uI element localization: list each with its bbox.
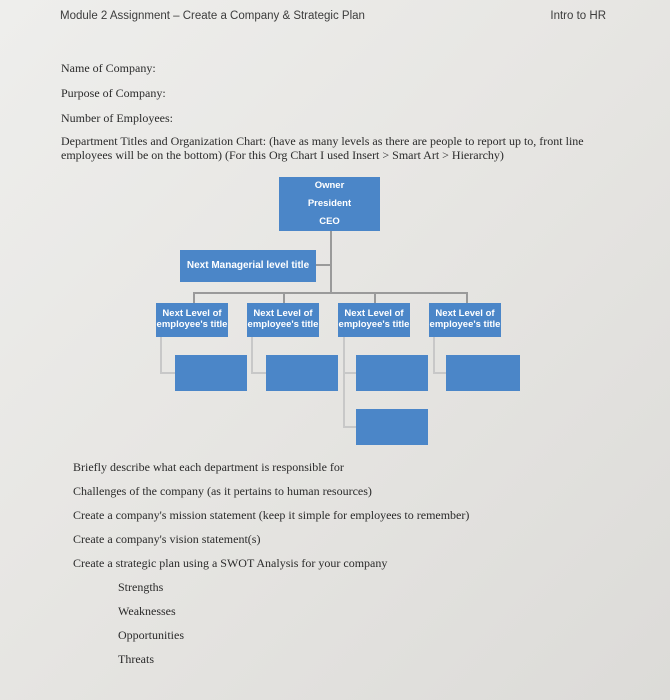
org-box-empty-1 — [175, 355, 247, 391]
org-box-empty-5 — [356, 409, 428, 445]
org-box-empty-4 — [446, 355, 520, 391]
level-1-line1: Next Level of — [162, 308, 222, 319]
connector-l-1 — [160, 337, 162, 374]
connector-managerial — [316, 264, 330, 266]
level-4-line1: Next Level of — [435, 308, 495, 319]
connector-horizontal — [193, 292, 468, 294]
connector-l-4h — [433, 372, 446, 374]
company-name-field: Name of Company: — [61, 61, 156, 75]
swot-weaknesses: Weaknesses — [118, 604, 176, 618]
swot-strengths: Strengths — [118, 580, 164, 594]
connector-l-3h2 — [343, 426, 356, 428]
level-2-line1: Next Level of — [253, 308, 313, 319]
org-box-managerial: Next Managerial level title — [180, 250, 316, 282]
org-box-empty-3 — [356, 355, 428, 391]
connector-l-3 — [343, 337, 345, 428]
level-3-line1: Next Level of — [344, 308, 404, 319]
course-label: Intro to HR — [550, 10, 606, 22]
task-challenges: Challenges of the company (as it pertains to human resources) — [73, 484, 372, 498]
connector-l-3h — [343, 372, 356, 374]
level-3-line2: employee's title — [338, 319, 410, 330]
swot-opportunities: Opportunities — [118, 628, 184, 642]
task-swot: Create a strategic plan using a SWOT Analysis for your company — [73, 556, 388, 570]
org-box-level-1 — [156, 303, 228, 337]
org-chart-instructions: Department Titles and Organization Chart: (have as many levels as there are people to report up to, front line employees will be on the bottom) (For this Org Chart I used Insert > Smart Art > Hierarchy) — [61, 134, 584, 162]
org-box-level-3 — [338, 303, 410, 337]
connector-top-vertical — [330, 231, 332, 294]
level-2-line2: employee's title — [247, 319, 319, 330]
company-purpose-field: Purpose of Company: — [61, 86, 166, 100]
org-box-owner — [279, 177, 380, 231]
document-title: Module 2 Assignment – Create a Company & Strategic Plan — [60, 10, 365, 22]
task-departments: Briefly describe what each department is responsible for — [73, 460, 344, 474]
owner-label: Owner — [314, 180, 345, 191]
connector-l-2 — [251, 337, 253, 374]
task-vision: Create a company's vision statement(s) — [73, 532, 261, 546]
connector-l-1h — [160, 372, 175, 374]
president-label: President — [307, 198, 352, 209]
org-box-level-2 — [247, 303, 319, 337]
connector-l-4 — [433, 337, 435, 374]
org-box-empty-2 — [266, 355, 338, 391]
level-1-line2: employee's title — [156, 319, 228, 330]
connector-l-2h — [251, 372, 266, 374]
ceo-label: CEO — [319, 216, 340, 227]
org-box-level-4 — [429, 303, 501, 337]
level-4-line2: employee's title — [429, 319, 501, 330]
swot-threats: Threats — [118, 652, 154, 666]
task-mission: Create a company's mission statement (keep it simple for employees to remember) — [73, 508, 470, 522]
employee-count-field: Number of Employees: — [61, 111, 173, 125]
